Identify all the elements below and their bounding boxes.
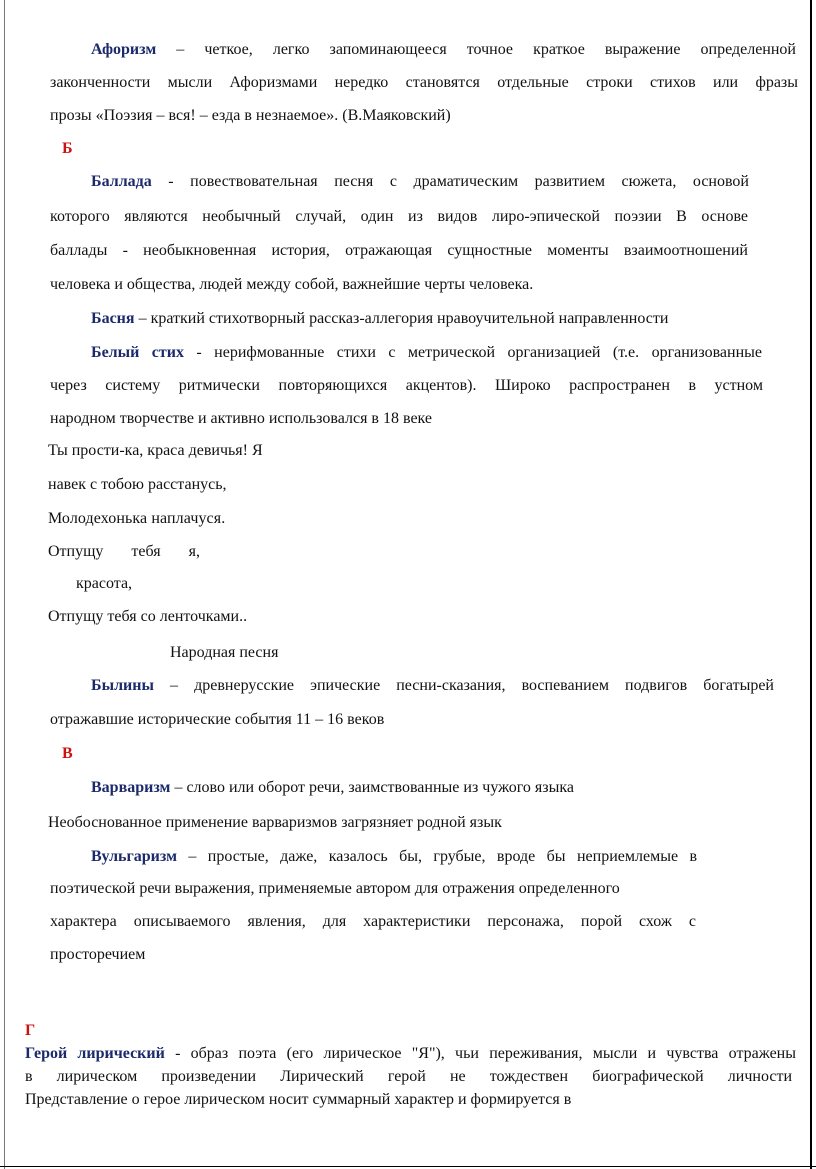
poem-line-2: навек с тобою расстанусь,: [48, 476, 227, 493]
page-border-bottom: [0, 1166, 816, 1167]
poem-line-5: красота,: [76, 575, 133, 592]
lyric-hero-line-2: в лирическом произведении Лирический герой не тождествен биографической личности: [25, 1068, 792, 1085]
vulgarism-line-4: просторечием: [50, 946, 146, 963]
term-bylina: Былины: [91, 677, 154, 694]
poem-line-1: Ты прости-ка, краса девичья! Я: [48, 442, 263, 459]
bylina-text-1: – древнерусские эпические песни-сказания, воспеванием подвигов богатырей: [153, 677, 774, 694]
section-letter-g: Г: [25, 1022, 36, 1039]
lyric-hero-text-1: - образ поэта (его лирическое "Я"), чьи переживания, мысли и чувства отражены: [164, 1045, 796, 1062]
blank-verse-line-1: [91, 343, 762, 363]
term-blank-verse: Белый стих: [91, 344, 184, 361]
aphorism-line-3: прозы «Поэзия – вся! – езда в незнаемое». (В.Маяковский): [50, 107, 451, 124]
ballad-line-3: баллады - необыкновенная история, отражающая сущностные моменты взаимоотношений: [50, 242, 748, 259]
ballad-line-2: которого являются необычный случай, один из видов лиро-эпической поэзии В основе: [50, 208, 748, 225]
barbarism-line-2: Необоснованное применение варваризмов загрязняет родной язык: [48, 814, 502, 831]
poem-line-6: Отпущу тебя со ленточками..: [48, 608, 248, 625]
term-vulgarism: Вульгаризм: [91, 848, 177, 865]
blank-verse-line-3: народном творчестве и активно использовался в 18 веке: [50, 410, 433, 427]
bylina-line-1: [91, 676, 774, 696]
section-letter-v: В: [62, 745, 73, 762]
blank-verse-text-1: - нерифмованные стихи с метрической организацией (т.е. организованные: [183, 344, 763, 361]
page-border-right: [810, 0, 812, 1169]
vulgarism-line-3: характера описываемого явления, для характеристики персонажа, порой схож с: [50, 913, 696, 930]
vulgarism-line-2: поэтической речи выражения, применяемые автором для отражения определенного: [50, 880, 620, 897]
lyric-hero-line-3: Представление о герое лирическом носит суммарный характер и формируется в: [25, 1091, 572, 1108]
barbarism-line-1: [91, 778, 574, 798]
poem-source: Народная песня: [170, 644, 279, 661]
aphorism-line-2: законченности мысли Афоризмами нередко становятся отдельные строки стихов или фразы: [50, 74, 798, 91]
blank-verse-line-2: через систему ритмически повторяющихся акцентов). Широко распространен в устном: [50, 377, 763, 394]
term-aphorism: Афоризм: [91, 41, 157, 58]
bylina-line-2: отражавшие исторические события 11 – 16 веков: [50, 711, 385, 728]
poem-line-3: Молодехонька наплачуся.: [48, 510, 226, 527]
section-letter-b: Б: [62, 140, 73, 157]
term-barbarism: Варваризм: [91, 779, 171, 796]
term-ballad: Баллада: [91, 173, 152, 190]
lyric-hero-line-1: [25, 1044, 796, 1064]
fable-line-1: [91, 309, 668, 329]
ballad-text-1: - повествовательная песня с драматическим развитием сюжета, основой: [151, 173, 749, 190]
term-lyric-hero: Герой лирический: [25, 1045, 165, 1062]
page-border-left: [4, 0, 5, 1169]
barbarism-text-1: – слово или оборот речи, заимствованные из чужого языка: [170, 779, 574, 796]
fable-text-1: – краткий стихотворный рассказ-аллегория нравоучительной направленности: [134, 310, 669, 327]
ballad-line-1: [91, 172, 749, 192]
aphorism-text-1: – четкое, легко запоминающееся точное краткое выражение определенной: [156, 41, 796, 58]
ballad-line-4: человека и общества, людей между собой, важнейшие черты человека.: [50, 276, 534, 293]
poem-line-4: Отпущу тебя я,: [48, 543, 200, 560]
vulgarism-text-1: – простые, даже, казалось бы, грубые, вроде бы неприемлемые в: [176, 848, 697, 865]
vulgarism-line-1: [91, 847, 697, 867]
term-fable: Басня: [91, 310, 135, 327]
aphorism-line-1: [91, 40, 796, 60]
